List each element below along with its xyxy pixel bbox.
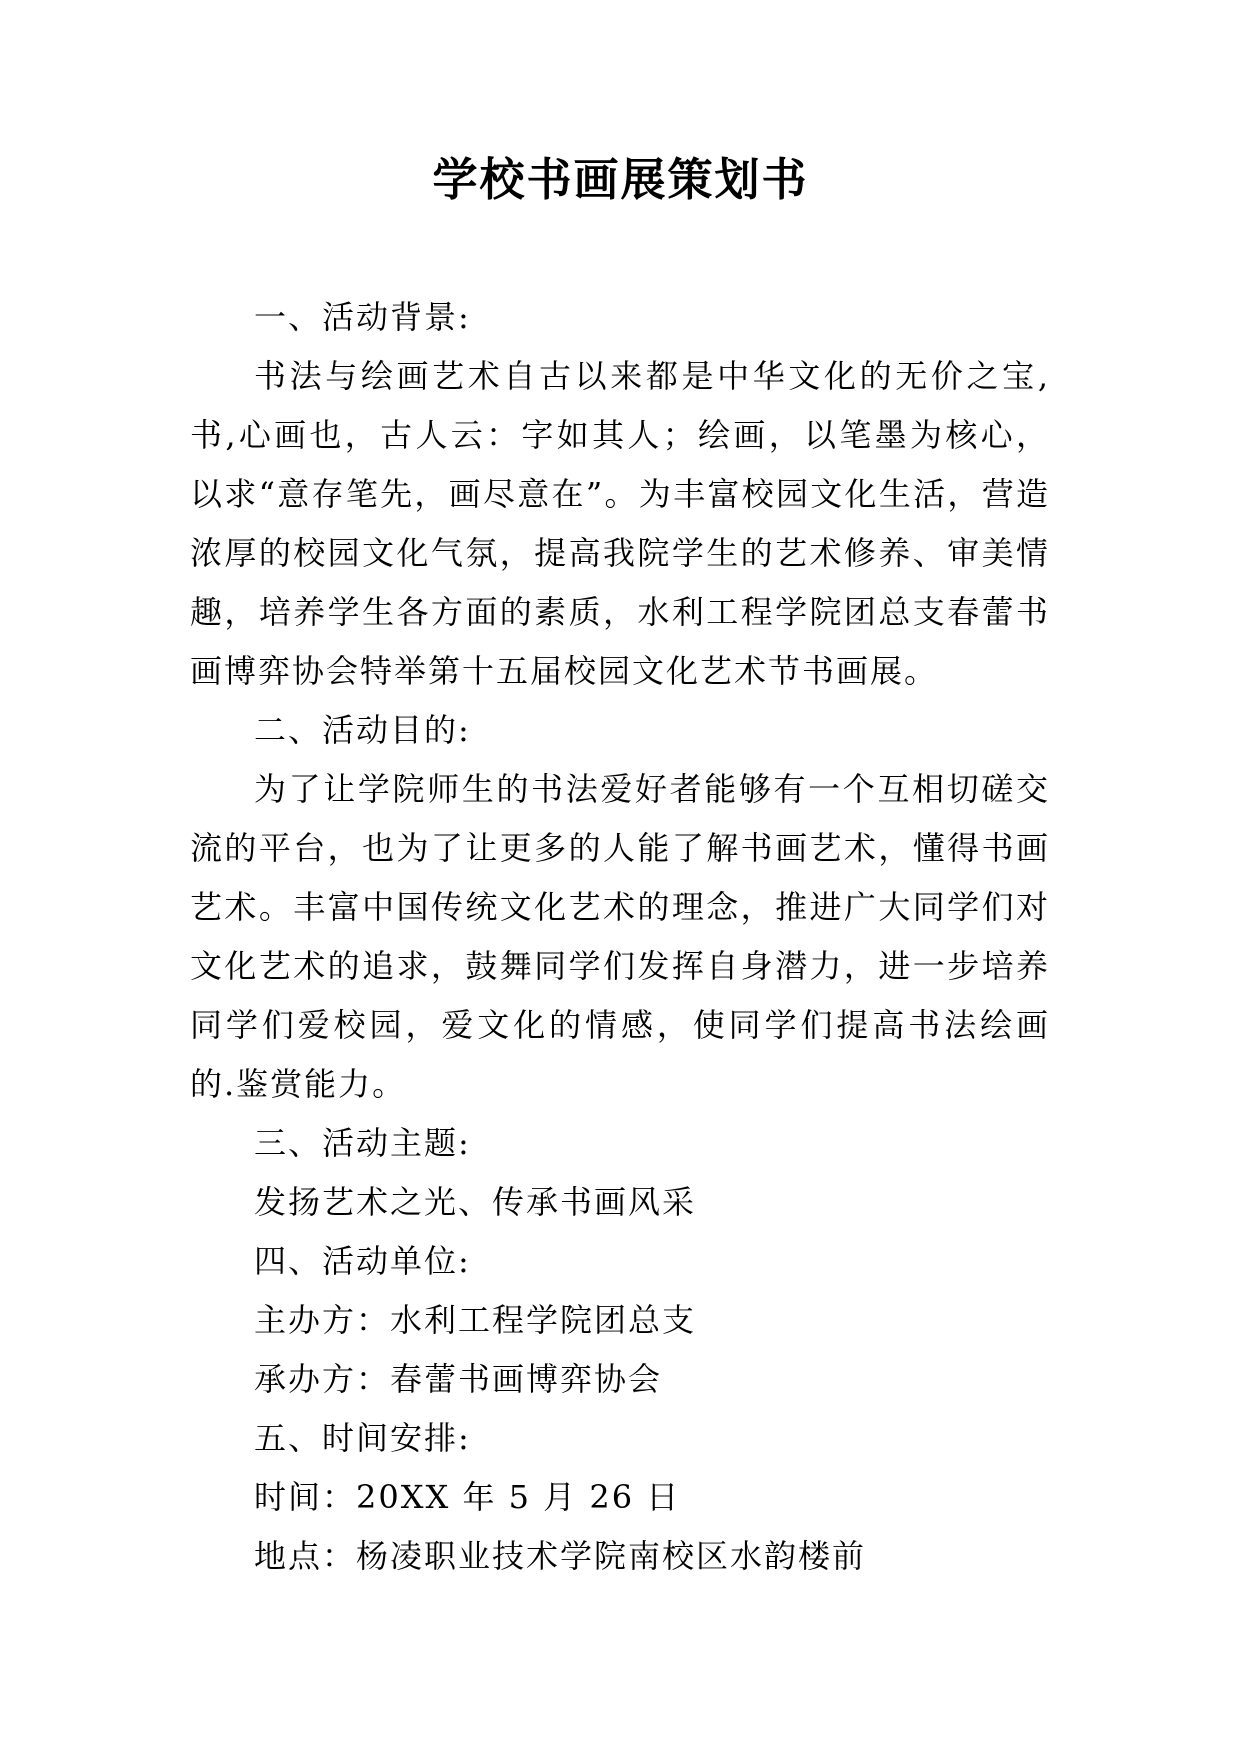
paragraph-background: 书法与绘画艺术自古以来都是中华文化的无价之宝,书,心画也，古人云：字如其人；绘画，以笔墨为核心，以求“意存笔先，画尽意在”。为丰富校园文化生活，营造浓厚的校园文化气氛，提高我院学生的艺术修养、审美情趣，培养学生各方面的素质，水利工程学院团总支春蕾书画博弈协会特举第十五届校园文化艺术节书画展。 [190,357,1050,690]
paragraph-location: 地点：杨凌职业技术学院南校区水韵楼前 [254,1537,867,1575]
section-heading-organizers: 四、活动单位: [254,1242,471,1280]
section-heading-background: 一、活动背景: [254,298,471,336]
paragraph-host: 主办方：水利工程学院团总支 [254,1301,697,1339]
document-body [190,288,1050,1586]
document-title: 学校书画展策划书 [432,153,809,206]
paragraph-co-organizer: 承办方：春蕾书画博弈协会 [254,1360,663,1398]
section-heading-theme: 三、活动主题: [254,1124,471,1162]
paragraph-time: 时间：20XX 年 5 月 26 日 [254,1478,681,1516]
section-heading-purpose: 二、活动目的: [254,711,471,749]
paragraph-theme: 发扬艺术之光、传承书画风采 [254,1183,697,1221]
paragraph-purpose: 为了让学院师生的书法爱好者能够有一个互相切磋交流的平台，也为了让更多的人能了解书画艺术，懂得书画艺术。丰富中国传统文化艺术的理念，推进广大同学们对文化艺术的追求，鼓舞同学们发挥自身潜力，进一步培养同学们爱校园，爱文化的情感，使同学们提高书法绘画的.鉴赏能力。 [190,770,1050,1103]
section-heading-schedule: 五、时间安排: [254,1419,471,1457]
